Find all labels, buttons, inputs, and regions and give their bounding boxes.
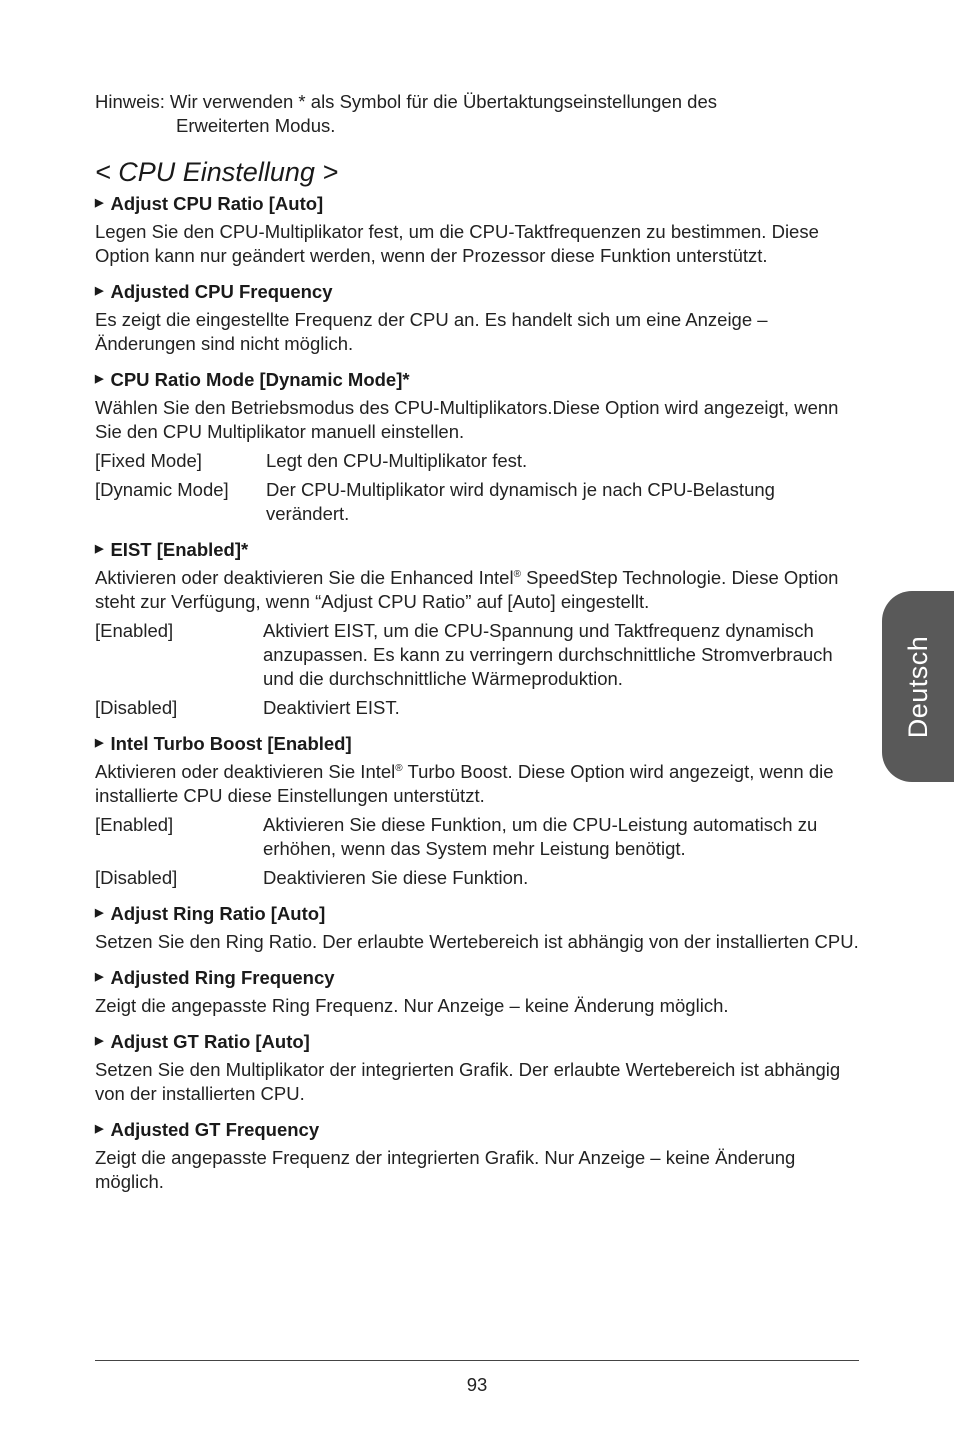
- section-title: Adjusted CPU Frequency: [110, 281, 333, 302]
- section-body: Aktivieren oder deaktivieren Sie die Enhanced Intel® SpeedStep Technologie. Diese Option steht zur Verfügung, wenn “Adjust CPU Ratio” auf [Auto] eingestellt.: [95, 567, 839, 612]
- option-value: Der CPU-Multiplikator wird dynamisch je nach CPU-Belastung verändert.: [266, 479, 775, 524]
- section-adjusted-ring-frequency: [95, 966, 860, 1018]
- triangle-right-icon: ▶: [95, 907, 104, 919]
- section-adjusted-cpu-frequency: [95, 280, 860, 356]
- option-row: [95, 449, 860, 473]
- option-value: Aktivieren Sie diese Funktion, um die CPU-Leistung automatisch zu erhöhen, wenn das System mehr Leistung benötigt.: [263, 814, 818, 859]
- triangle-right-icon: ▶: [95, 543, 104, 555]
- option-row: [95, 866, 860, 890]
- option-row: [95, 619, 860, 691]
- option-value: Deaktivieren Sie diese Funktion.: [263, 867, 529, 888]
- option-key: [Fixed Mode]: [95, 450, 202, 471]
- section-title: Adjust CPU Ratio [Auto]: [110, 193, 324, 214]
- triangle-right-icon: ▶: [95, 197, 104, 209]
- section-body: Zeigt die angepasste Frequenz der integrierten Grafik. Nur Anzeige – keine Änderung möglich.: [95, 1147, 796, 1192]
- option-key: [Disabled]: [95, 697, 178, 718]
- registered-mark: ®: [395, 762, 403, 774]
- option-row: [95, 813, 860, 861]
- option-value: Deaktiviert EIST.: [263, 697, 400, 718]
- section-adjust-ring-ratio: [95, 902, 860, 954]
- triangle-right-icon: ▶: [95, 737, 104, 749]
- note-text-continued: Erweiterten Modus.: [176, 115, 336, 136]
- section-body: Setzen Sie den Multiplikator der integrierten Grafik. Der erlaubte Wertebereich ist abhängig von der installierten CPU.: [95, 1059, 841, 1104]
- section-body: Zeigt die angepasste Ring Frequenz. Nur Anzeige – keine Änderung möglich.: [95, 995, 729, 1016]
- triangle-right-icon: ▶: [95, 971, 104, 983]
- option-key: [Enabled]: [95, 814, 174, 835]
- section-body: Aktivieren oder deaktivieren Sie Intel® Turbo Boost. Diese Option wird angezeigt, wenn die installierte CPU diese Einstellungen unterstützt.: [95, 761, 834, 806]
- option-value: Legt den CPU-Multiplikator fest.: [266, 450, 528, 471]
- triangle-right-icon: ▶: [95, 1123, 104, 1135]
- section-eist: [95, 538, 860, 720]
- note-text: Wir verwenden * als Symbol für die Übertaktungseinstellungen des: [169, 91, 717, 112]
- page-title: < CPU Einstellung >: [95, 157, 339, 187]
- note-label: Hinweis:: [95, 91, 165, 112]
- section-intel-turbo-boost: [95, 732, 860, 890]
- option-key: [Enabled]: [95, 620, 174, 641]
- triangle-right-icon: ▶: [95, 373, 104, 385]
- option-key: [Disabled]: [95, 867, 178, 888]
- section-body: Wählen Sie den Betriebsmodus des CPU-Multiplikators.Diese Option wird angezeigt, wenn Sie den CPU Multiplikator manuell einstellen.: [95, 397, 839, 442]
- triangle-right-icon: ▶: [95, 1035, 104, 1047]
- section-title: Adjust GT Ratio [Auto]: [110, 1031, 310, 1052]
- section-adjusted-gt-frequency: [95, 1118, 860, 1194]
- section-title: Adjusted GT Frequency: [110, 1119, 320, 1140]
- section-adjust-gt-ratio: [95, 1030, 860, 1106]
- section-body: Legen Sie den CPU-Multiplikator fest, um die CPU-Taktfrequenzen zu bestimmen. Diese Option kann nur geändert werden, wenn der Prozessor diese Funktion unterstützt.: [95, 221, 819, 266]
- registered-mark: ®: [513, 568, 521, 580]
- footer-divider: [95, 1360, 859, 1361]
- section-title: EIST [Enabled]*: [110, 539, 249, 560]
- section-body: Es zeigt die eingestellte Frequenz der CPU an. Es handelt sich um eine Anzeige – Änderungen sind nicht möglich.: [95, 309, 768, 354]
- section-title: Adjust Ring Ratio [Auto]: [110, 903, 326, 924]
- triangle-right-icon: ▶: [95, 285, 104, 297]
- option-row: [95, 478, 860, 526]
- note: [95, 90, 860, 114]
- side-tab-label: Deutsch: [903, 635, 933, 738]
- document-page: [95, 90, 860, 1206]
- section-title: Intel Turbo Boost [Enabled]: [110, 733, 352, 754]
- option-value: Aktiviert EIST, um die CPU-Spannung und Taktfrequenz dynamisch anzupassen. Es kann zu verringern durchschnittliche Stromverbrauch und die durchschnittliche Wärmeproduktion.: [263, 620, 833, 689]
- section-adjust-cpu-ratio: [95, 192, 860, 268]
- section-title: CPU Ratio Mode [Dynamic Mode]*: [110, 369, 410, 390]
- option-key: [Dynamic Mode]: [95, 479, 229, 500]
- section-body: Setzen Sie den Ring Ratio. Der erlaubte Wertebereich ist abhängig von der installierten CPU.: [95, 931, 859, 952]
- section-title: Adjusted Ring Frequency: [110, 967, 335, 988]
- language-side-tab: [882, 591, 954, 782]
- section-cpu-ratio-mode: [95, 368, 860, 526]
- option-row: [95, 696, 860, 720]
- page-number: 93: [466, 1374, 488, 1395]
